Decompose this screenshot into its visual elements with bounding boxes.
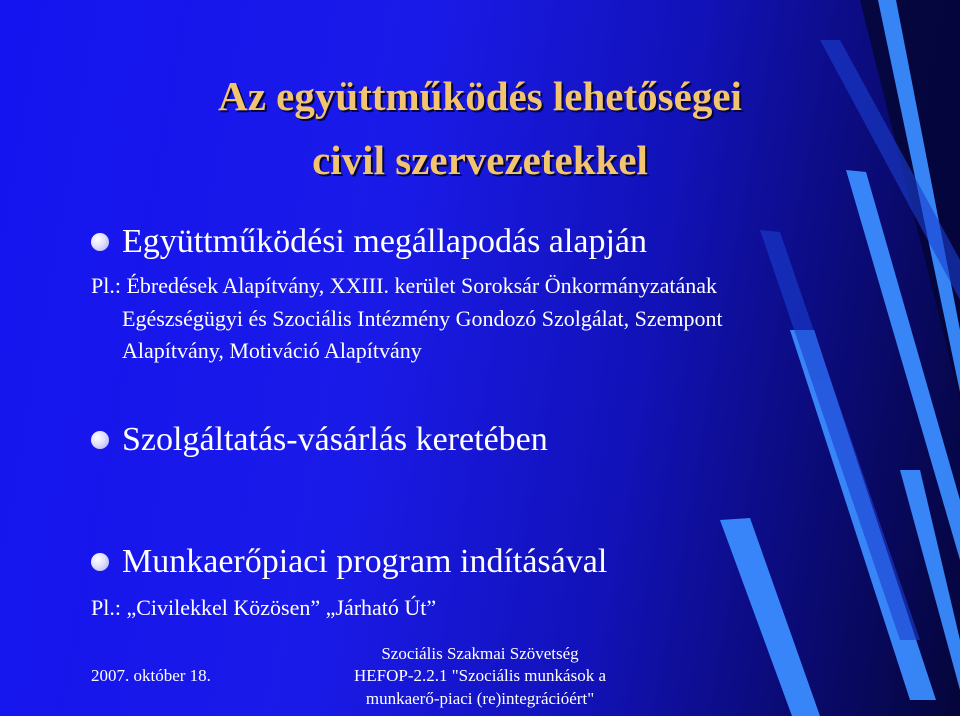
bullet-icon [91,233,109,251]
bullet-icon [91,553,109,571]
slide-title-line-1: Az együttműködés lehetőségei [218,73,742,119]
section-heading-service-purchase: Szolgáltatás-vásárlás keretében [122,421,548,458]
footer-project-line-2: munkaerő-piaci (re)integrációért" [365,689,595,708]
section-heading-labour-program: Munkaerőpiaci program indításával [122,543,608,580]
section-heading-agreement: Együttműködési megállapodás alapján [122,223,647,260]
footer-organization: Szociális Szakmai Szövetség [381,644,579,663]
section-detail-line: Alapítvány, Motiváció Alapítvány [122,338,422,363]
slide-title-line-2: civil szervezetekkel [312,137,648,183]
bullet-icon [91,431,109,449]
section-detail-line: Pl.: „Civilekkel Közösen” „Járható Út” [91,595,437,620]
footer-project-line-1: HEFOP-2.2.1 "Szociális munkások a [353,666,606,685]
footer-date: 2007. október 18. [91,666,211,685]
section-detail-line: Pl.: Ébredések Alapítvány, XXIII. kerület Soroksár Önkormányzatának [91,273,718,298]
section-detail-line: Egészségügyi és Szociális Intézmény Gondozó Szolgálat, Szempont [122,306,723,331]
